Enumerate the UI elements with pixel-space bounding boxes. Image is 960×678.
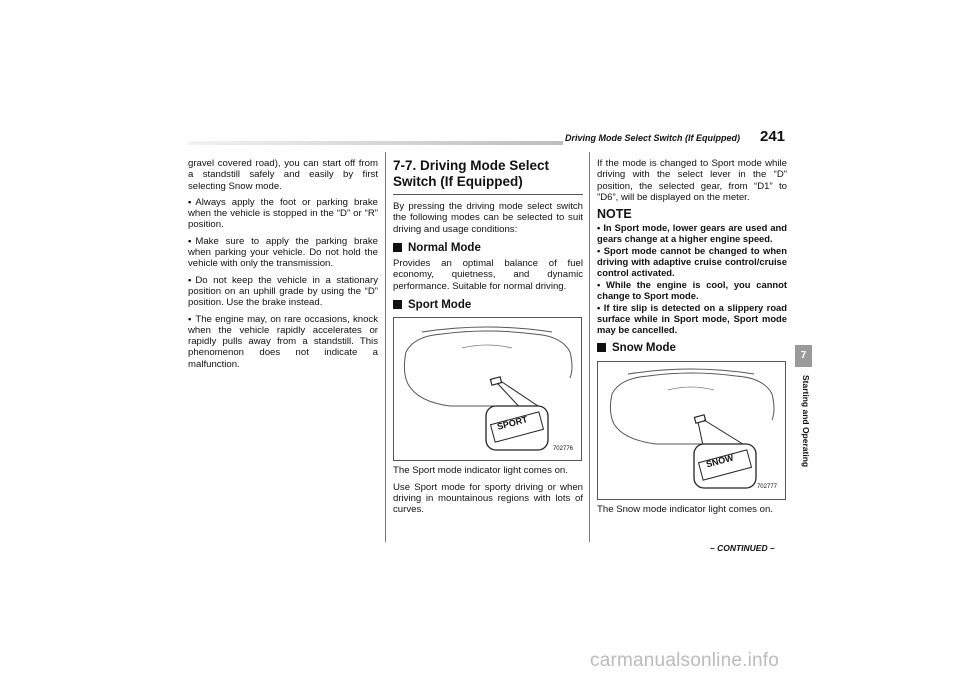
snow-mode-caption: The Snow mode indicator light comes on.: [597, 503, 773, 515]
note-item: • If tire slip is detected on a slippery road surface while in Sport mode, Sport mode may be cancelled.: [597, 302, 787, 336]
section-title: 7-7. Driving Mode Select Switch (If Equipped): [393, 158, 550, 189]
normal-mode-heading: Normal Mode: [393, 243, 583, 254]
meter-illustration: [598, 362, 785, 499]
note-item: • In Sport mode, lower gears are used and gears change at a higher engine speed.: [597, 222, 788, 245]
snow-indicator-label: SNOW: [705, 452, 735, 470]
header-rule: [188, 141, 563, 145]
square-bullet-icon: [597, 343, 606, 352]
figure-code: 702777: [756, 484, 777, 491]
square-bullet-icon: [393, 243, 402, 252]
meter-illustration: [394, 318, 581, 460]
list-item: • Always apply the foot or parking brake when the vehicle is stopped in the “D” or “R” position.: [188, 196, 378, 231]
running-header: Driving Mode Select Switch (If Equipped): [565, 133, 741, 143]
snow-mode-heading: Snow Mode: [597, 343, 787, 354]
sport-mode-caption: The Sport mode indicator light comes on.: [393, 465, 568, 477]
note-item: • While the engine is cool, you cannot change to Sport mode.: [597, 279, 787, 302]
continued-marker: – CONTINUED –: [710, 543, 775, 553]
sport-mode-text: Use Sport mode for sporty driving or when driving in mountainous regions with lots of curves.: [393, 481, 583, 516]
sport-indicator-label: SPORT: [496, 414, 529, 433]
section-rule: [393, 194, 583, 195]
page-number: 241: [760, 128, 786, 145]
paragraph: gravel covered road), you can start off from a standstill safely and easily by first selecting Snow mode.: [188, 158, 378, 192]
intro-paragraph: By pressing the driving mode select switch the following modes can be selected to suit driving and usage conditions:: [393, 201, 583, 235]
sport-mode-heading: Sport Mode: [393, 300, 583, 311]
list-item: • Do not keep the vehicle in a stationary position on an uphill grade by using the “D” position. Use the brake instead.: [188, 274, 378, 309]
column-divider: [589, 152, 590, 542]
list-item: • The engine may, on rare occasions, knock when the vehicle rapidly accelerates or rapidly pulls away from a standstill. This phenomenon does not indicate a malfunction.: [188, 313, 378, 370]
column-divider: [385, 152, 386, 542]
chapter-label: Starting and Operating: [801, 375, 811, 468]
figure-code: 702776: [552, 446, 573, 453]
paragraph: If the mode is changed to Sport mode while driving with the select lever in the “D” position, the selected gear, from “D1” to ”D6”, will be displayed on the meter.: [597, 158, 787, 203]
note-item: • Sport mode cannot be changed to when driving with adaptive cruise control/cruise control activated.: [597, 245, 788, 279]
normal-mode-text: Provides an optimal balance of fuel economy, quietness, and dynamic performance. Suitable for normal driving.: [393, 258, 583, 292]
middle-column: [393, 158, 583, 521]
right-column: [597, 158, 787, 520]
chapter-tab: 7: [795, 345, 812, 367]
list-item: • Make sure to apply the parking brake when parking your vehicle. Do not hold the vehicle with only the transmission.: [188, 235, 378, 270]
square-bullet-icon: [393, 300, 402, 309]
snow-mode-figure: [597, 361, 786, 500]
note-title: NOTE: [597, 207, 632, 222]
watermark: carmanualsonline.info: [590, 650, 780, 671]
left-column: [188, 158, 378, 375]
sport-mode-figure: [393, 317, 582, 461]
